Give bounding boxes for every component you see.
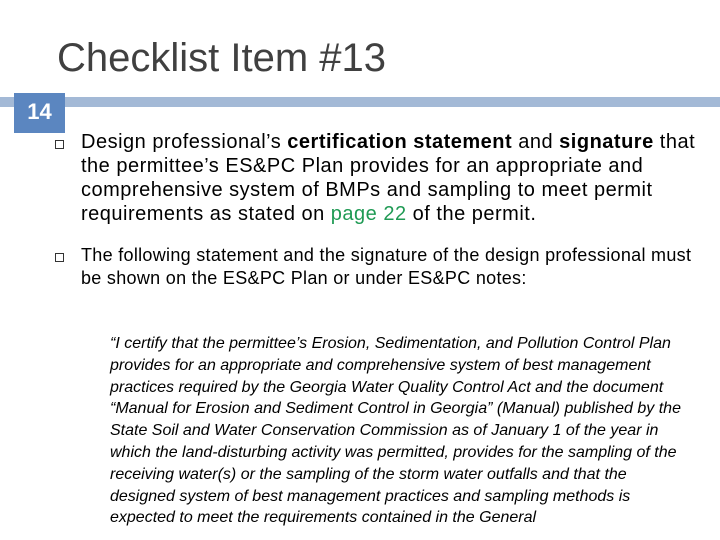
bullet-text-segment: Design professional’s — [81, 131, 288, 153]
bullet-text-segment: of the permit. — [406, 203, 537, 225]
slide-number: 14 — [27, 99, 52, 124]
bullet-item-certification — [81, 130, 706, 226]
bullet-item-statement: The following statement and the signature of the design professional must be shown on the ES&PC Plan or under ES&PC notes: — [81, 245, 692, 288]
bullet-bold-signature: signature — [559, 131, 654, 153]
header-bar — [0, 97, 720, 107]
bullet-text-segment: that the permittee’s ES&PC Plan provides for an appropriate and comprehensive system of BMPs and sampling to meet permit requirements as stated on — [81, 131, 696, 225]
checkbox-bullet-icon — [55, 140, 64, 149]
certification-quote: “I certify that the permittee’s Erosion, Sedimentation, and Pollution Control Plan provides for an appropriate and comprehensive system of best management practices required by the Georgia Water Quality Control Act and the document “Manual for Erosion and Sediment Control in Georgia” (Manual) published by the State Soil and Water Conservation Commission as of January 1 of the year in which the land-disturbing activity was permitted, provides for the sampling of the receiving water(s) or the sampling of the storm water outfalls and that the designed system of best management practices and sampling methods is expected to meet the requirements contained in the General — [110, 335, 681, 527]
page-link[interactable]: page 22 — [330, 203, 407, 225]
slide-title: Checklist Item #13 — [57, 36, 387, 80]
bullet-text-segment: and — [512, 131, 560, 153]
checkbox-bullet-icon — [55, 253, 64, 262]
bullet-bold-certification: certification statement — [287, 131, 513, 153]
